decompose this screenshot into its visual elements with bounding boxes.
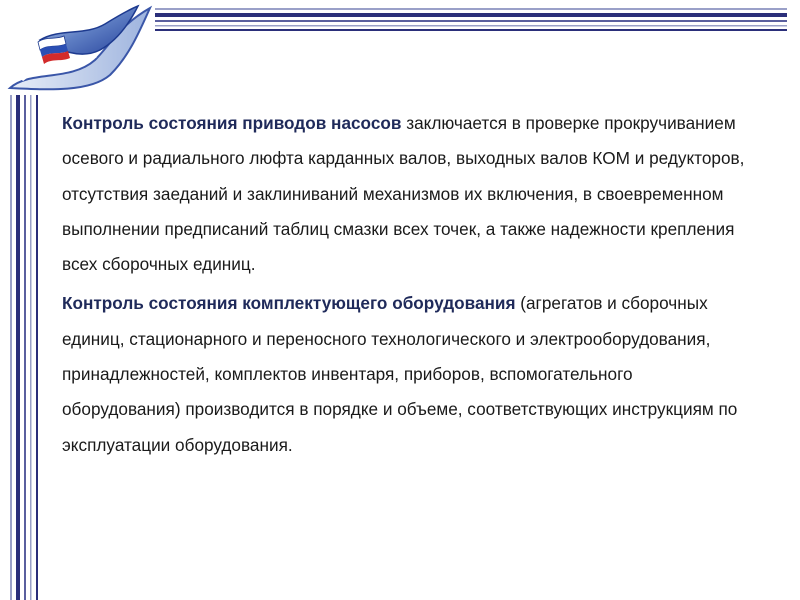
paragraph-lead: Контроль состояния комплектующего оборудования (62, 293, 516, 314)
paragraph-text: заключается в проверке прокручиванием осевого и радиального люфта карданных валов, выходных валов КОМ и редукторов, отсутствия заеданий и заклиниваний механизмов их включения, в своевременном выполнении предписаний таблиц смазки всех точек, а также надежности крепления всех сборочных единиц. (62, 113, 745, 275)
paragraph-lead: Контроль состояния приводов насосов (62, 113, 402, 133)
paragraph-pump-drives (62, 106, 752, 282)
paragraph-equipment (62, 286, 752, 462)
flag-wave-logo-icon (0, 0, 160, 100)
left-decorative-lines (8, 95, 48, 600)
paragraph-text: (агрегатов и сборочных единиц, стационарного и переносного технологического и электрооборудования, принадлежностей, комплектов инвентаря, приборов, вспомогательного оборудования) производится в порядке и объеме, соответствующих инструкциям по эксплуатации оборудования. (62, 293, 738, 455)
slide-content (62, 106, 752, 463)
top-decorative-lines (155, 8, 787, 34)
